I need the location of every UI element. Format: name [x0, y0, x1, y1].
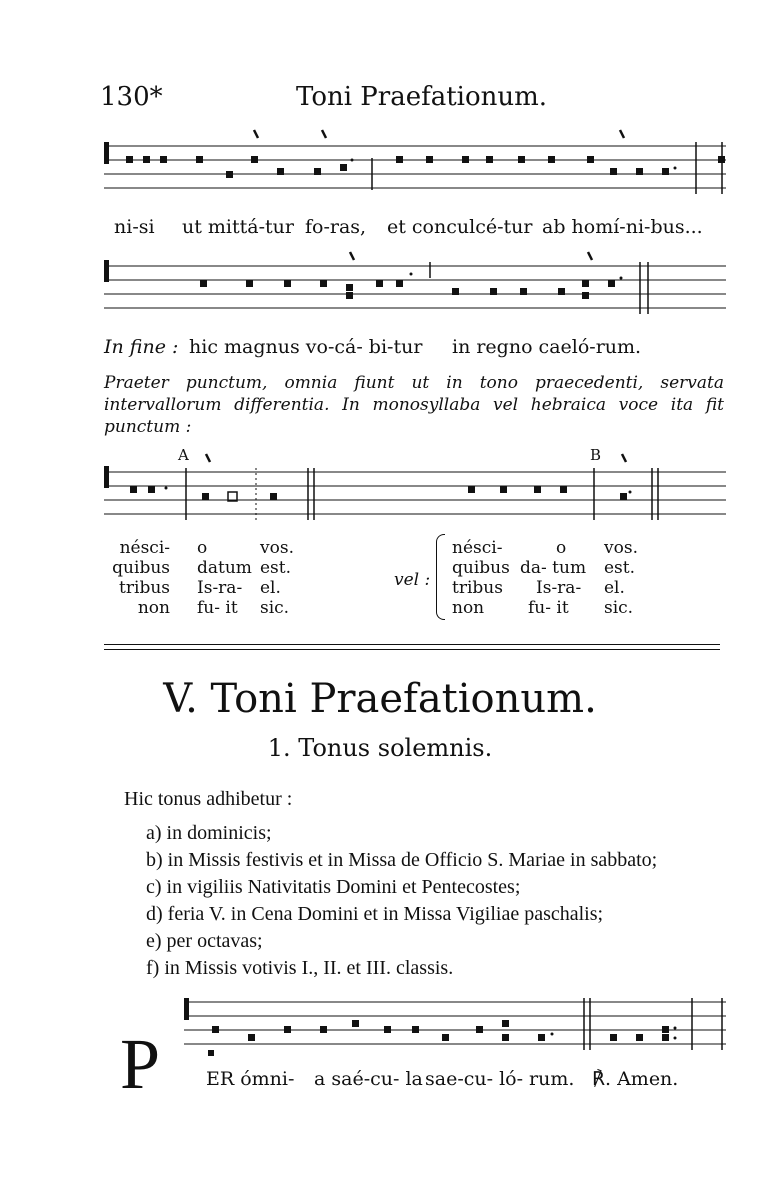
staff-4-lyric-4: ℟. Amen. — [592, 1068, 679, 1090]
section-divider-bottom — [104, 649, 720, 650]
list-item: quibus — [452, 558, 510, 578]
rubric-paragraph: Praeter punctum, omnia fiunt ut in tono praecedenti, servata intervallorum differentia. In monosyllaba vel hebraica voce ita fit punctum : — [104, 373, 724, 437]
staff-2-rubric: In fine : — [104, 336, 179, 358]
running-title: Toni Praefationum. — [296, 82, 548, 112]
right-column-2 — [520, 538, 586, 618]
staff-1-lyric-4: et conculcé-tur — [387, 216, 533, 238]
staff-2-lyric-2: in regno caeló-rum. — [452, 336, 642, 358]
drop-cap: P — [120, 1024, 161, 1104]
list-item: b) in Missis festivis et in Missa de Officio S. Mariae in sabbato; — [146, 849, 658, 871]
chant-staff-3 — [100, 448, 726, 526]
staff-3-notation — [100, 448, 726, 526]
right-column-1 — [452, 538, 510, 618]
section-subtitle: 1. Tonus solemnis. — [267, 734, 493, 762]
list-item: vos. — [260, 538, 294, 558]
list-item: a) in dominicis; — [146, 822, 272, 844]
vel-label: vel : — [394, 570, 431, 590]
usage-list — [146, 820, 657, 982]
staff-1-lyric-2: ut mittá-tur — [182, 216, 294, 238]
list-item: e) per octavas; — [146, 930, 263, 952]
staff-1-lyric-5: ab homí-ni-bus... — [542, 216, 703, 238]
list-item: el. — [604, 578, 625, 598]
staff-4-lyric-3: sae-cu- ló- rum. — [425, 1068, 575, 1090]
list-item: fu- it — [197, 598, 238, 618]
list-item: fu- it — [528, 598, 569, 618]
list-item: datum — [197, 558, 252, 578]
list-item: quibus — [112, 558, 170, 578]
list-item: nésci- — [452, 538, 503, 558]
section-title: V. Toni Praefationum. — [163, 676, 597, 722]
staff-4-lyric-1: ER ómni- — [206, 1068, 295, 1090]
staff-4-lyric-2: a saé-cu- la — [314, 1068, 423, 1090]
staff-1-lyric-1: ni-si — [114, 216, 155, 238]
list-item: Is-ra- — [536, 578, 582, 598]
list-item: Is-ra- — [197, 578, 243, 598]
page-number: 130* — [100, 82, 163, 112]
staff-1-notation — [100, 128, 726, 200]
left-column-1 — [104, 538, 170, 618]
list-item: nésci- — [119, 538, 170, 558]
staff-2-notation — [100, 248, 726, 318]
list-item: f) in Missis votivis I., II. et III. classis. — [146, 957, 454, 979]
list-item: d) feria V. in Cena Domini et in Missa Vigiliae paschalis; — [146, 903, 604, 925]
section-divider-top — [104, 644, 720, 645]
brace — [436, 534, 445, 620]
list-item: el. — [260, 578, 281, 598]
list-item: non — [137, 598, 170, 618]
label-b: B — [590, 446, 602, 464]
list-item: c) in vigiliis Nativitatis Domini et Pentecostes; — [146, 876, 521, 898]
list-item: est. — [260, 558, 292, 578]
list-item: tribus — [119, 578, 170, 598]
list-item: sic. — [604, 598, 634, 618]
left-column-2 — [197, 538, 252, 618]
staff-1-lyric-3: fo-ras, — [305, 216, 367, 238]
list-item: sic. — [260, 598, 290, 618]
list-item: tribus — [452, 578, 503, 598]
staff-2-lyric-1: hic magnus vo-cá- bi-tur — [189, 336, 423, 358]
list-item: da- tum — [520, 558, 587, 578]
left-column-3 — [260, 538, 294, 618]
list-item: o — [197, 538, 208, 558]
list-item: non — [452, 598, 485, 618]
chant-staff-1 — [100, 128, 726, 200]
chant-staff-2 — [100, 248, 726, 318]
right-column-3 — [604, 538, 638, 618]
label-a: A — [178, 446, 189, 464]
initial-dot — [208, 1050, 214, 1056]
list-item: vos. — [604, 538, 638, 558]
list-item: est. — [604, 558, 636, 578]
chant-staff-4 — [180, 994, 726, 1060]
staff-4-notation — [180, 994, 726, 1060]
intro-text: Hic tonus adhibetur : — [124, 788, 293, 810]
list-item: o — [556, 538, 567, 558]
